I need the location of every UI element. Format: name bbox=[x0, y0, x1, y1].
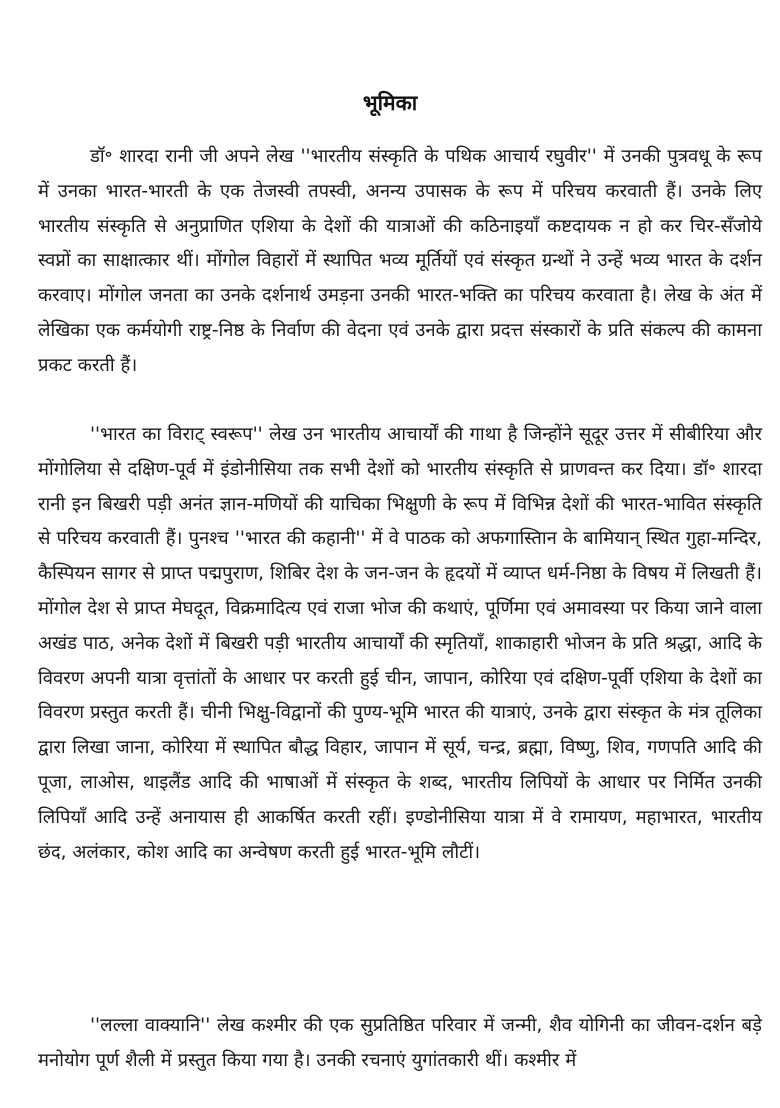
paragraph-2: ''भारत का विराट् स्वरूप'' लेख उन भारतीय आचार्यों की गाथा है जिन्होंने सूदूर उत्तर में सीबीरिया और मोंगोलिया से दक्षिण-पूर्व में इंडोनीसिया तक सभी देशों को भारतीय संस्कृति से प्राणवन्त कर दिया। डॉ॰ शारदा रानी इन बिखरी पड़ी अनंत ज्ञान-मणियों की याचिका भिक्षुणी के रूप में विभिन्न देशों की भारत-भावित संस्कृति से परिचय करवाती हैं। पुनश्च ''भारत की कहानी'' में वे पाठक को अफगास्तिान के बामियान् स्थित गुहा-मन्दिर, कैस्पियन सागर से प्राप्त पद्मपुराण, शिबिर देश के जन-जन के हृदयों में व्याप्त धर्म-निष्ठा के विषय में लिखती हैं। मोंगोल देश से प्राप्त मेघदूत, विक्रमादित्य एवं राजा भोज की कथाएं, पूर्णिमा एवं अमावस्या पर किया जाने वाला अखंड पाठ, अनेक देशों में बिखरी पड़ी भारतीय आचार्यों की स्मृतियाँ, शाकाहारी भोजन के प्रति श्रद्धा, आदि के विवरण अपनी यात्रा वृत्तांतों के आधार पर करती हुई चीन, जापान, कोरिया एवं दक्षिण-पूर्वी एशिया के देशों का विवरण प्रस्तुत करती हैं। चीनी भिक्षु-विद्वानों की पुण्य-भूमि भारत की यात्राएं, उनके द्वारा संस्कृत के मंत्र तूलिका द्वारा लिखा जाना, कोरिया में स्थापित बौद्ध विहार, जापान में सूर्य, चन्द्र, ब्रह्मा, विष्णु, शिव, गणपति आदि की पूजा, लाओस, थाइलैंड आदि की भाषाओं में संस्कृत के शब्द, भारतीय लिपियों के आधार पर निर्मित उनकी लिपियाँ आदि उन्हें अनायास ही आकर्षित करती रहीं। इण्डोनीसिया यात्रा में वे रामायण, महाभारत, भारतीय छंद, अलंकार, कोश आदि का अन्वेषण करती हुई भारत-भूमि लौटीं। bbox=[38, 424, 762, 863]
paragraph-3: ''लल्ला वाक्यानि'' लेख कश्मीर की एक सुप्रतिष्ठित परिवार में जन्मी, शैव योगिनी का जीवन-दर्शन बड़े मनोयोग पूर्ण शैली में प्रस्तुत किया गया है। उनकी रचनाएं युगांतकारी थीं। कश्मीर में bbox=[38, 1015, 762, 1071]
paragraph-1: डॉ॰ शारदा रानी जी अपने लेख ''भारतीय संस्कृति के पथिक आचार्य रघुवीर'' में उनकी पुत्रवधू के रूप में उनका भारत-भारती के एक तेजस्वी तपस्वी, अनन्य उपासक के रूप में परिचय करवाती हैं। उनके लिए भारतीय संस्कृति से अनुप्राणित एशिया के देशों की यात्राओं की कठिनाइयाँ कष्टदायक न हो कर चिर-सँजोये स्वप्नों का साक्षात्कार थीं। मोंगोल विहारों में स्थापित भव्य मूर्तियों एवं संस्कृत ग्रन्थों ने उन्हें भव्य भारत के दर्शन करवाए। मोंगोल जनता का उनके दर्शनार्थ उमड़ना उनकी भारत-भक्ति का परिचय करवाता है। लेख के अंत में लेखिका एक कर्मयोगी राष्ट्र-निष्ठ के निर्वाण की वेदना एवं उनके द्वारा प्रदत्त संस्कारों के प्रति संकल्प की कामना प्रकट करती हैं। bbox=[38, 146, 762, 376]
page-title: भूमिका bbox=[362, 91, 418, 115]
